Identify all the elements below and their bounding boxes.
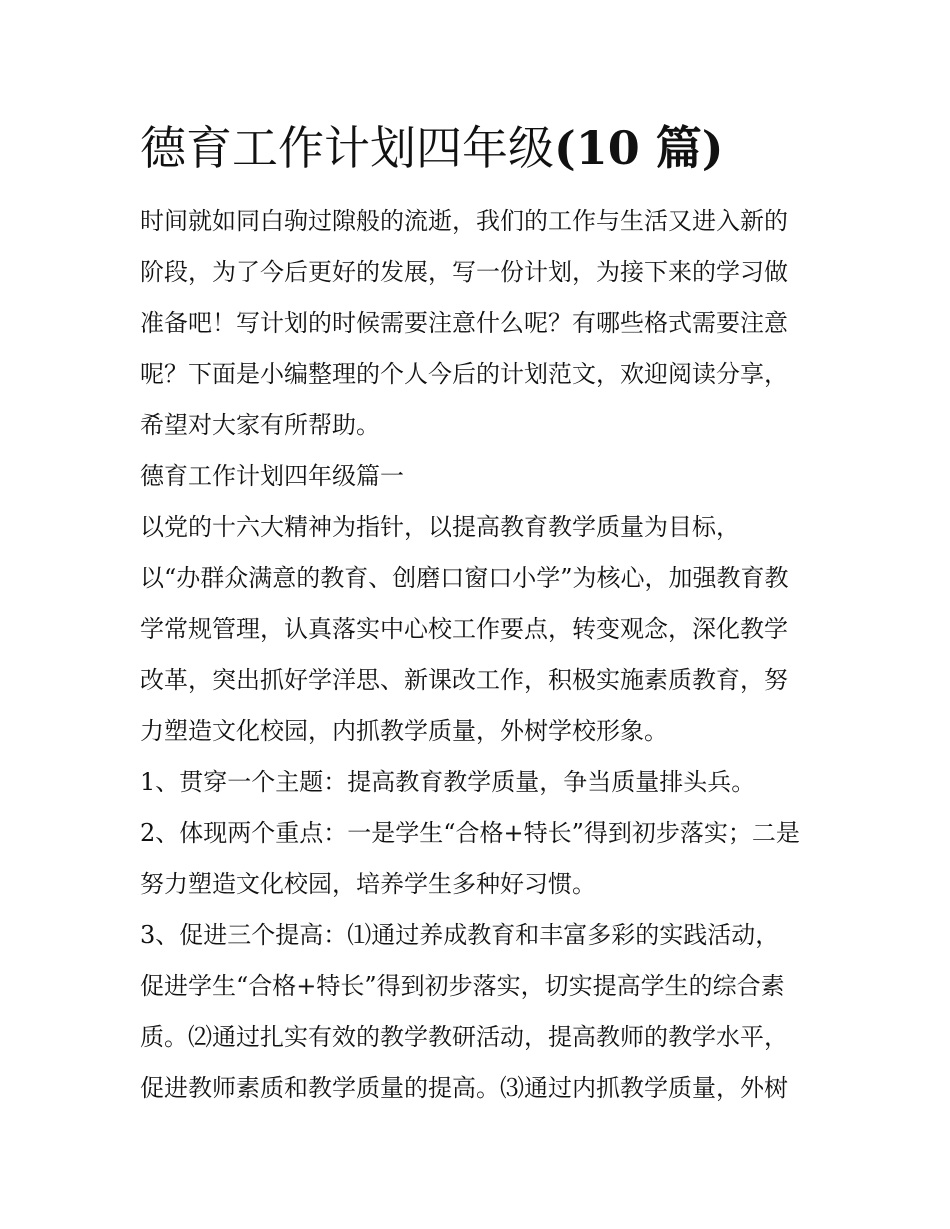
intro-paragraph (140, 196, 812, 451)
title-suffix: (10 篇) (554, 121, 724, 175)
document-body (140, 118, 812, 1114)
point-3-line: 3、促进三个提高：⑴通过养成教育和丰富多彩的实践活动， (140, 921, 780, 949)
point-2 (140, 808, 812, 910)
intro-line: 呢？下面是小编整理的个人今后的计划范文，欢迎阅读分享， (140, 360, 788, 388)
point-3 (140, 910, 812, 1114)
point-2-line: 努力塑造文化校园，培养学生多种好习惯。 (140, 870, 596, 898)
section-heading: 德育工作计划四年级篇一 (140, 462, 404, 490)
body-line: 以“办群众满意的教育、创磨口窗口小学”为核心，加强教育教 (140, 564, 789, 592)
intro-line: 希望对大家有所帮助。 (140, 411, 380, 439)
body-line: 以党的十六大精神为指针，以提高教育教学质量为目标， (140, 513, 740, 541)
intro-line: 阶段，为了今后更好的发展，写一份计划，为接下来的学习做 (140, 258, 788, 286)
intro-line: 准备吧！写计划的时候需要注意什么呢？有哪些格式需要注意 (140, 309, 788, 337)
body-paragraph (140, 502, 812, 757)
point-3-line: 促进教师素质和教学质量的提高。⑶通过内抓教学质量，外树 (140, 1074, 788, 1102)
point-3-line: 促进学生“合格+特长”得到初步落实，切实提高学生的综合素 (140, 972, 785, 1000)
point-1: 1、贯穿一个主题：提高教育教学质量，争当质量排头兵。 (140, 768, 756, 796)
document-title (140, 118, 812, 178)
body-line: 学常规管理，认真落实中心校工作要点，转变观念，深化教学 (140, 615, 788, 643)
body-line: 力塑造文化校园，内抓教学质量，外树学校形象。 (140, 717, 668, 745)
body-line: 改革，突出抓好学洋思、新课改工作，积极实施素质教育，努 (140, 666, 788, 694)
intro-line: 时间就如同白驹过隙般的流逝，我们的工作与生活又进入新的 (140, 207, 788, 235)
point-3-line: 质。⑵通过扎实有效的教学教研活动，提高教师的教学水平， (140, 1023, 788, 1051)
point-2-line: 2、体现两个重点：一是学生“合格+特长”得到初步落实；二是 (140, 819, 800, 847)
title-main: 德育工作计划四年级 (140, 121, 554, 175)
